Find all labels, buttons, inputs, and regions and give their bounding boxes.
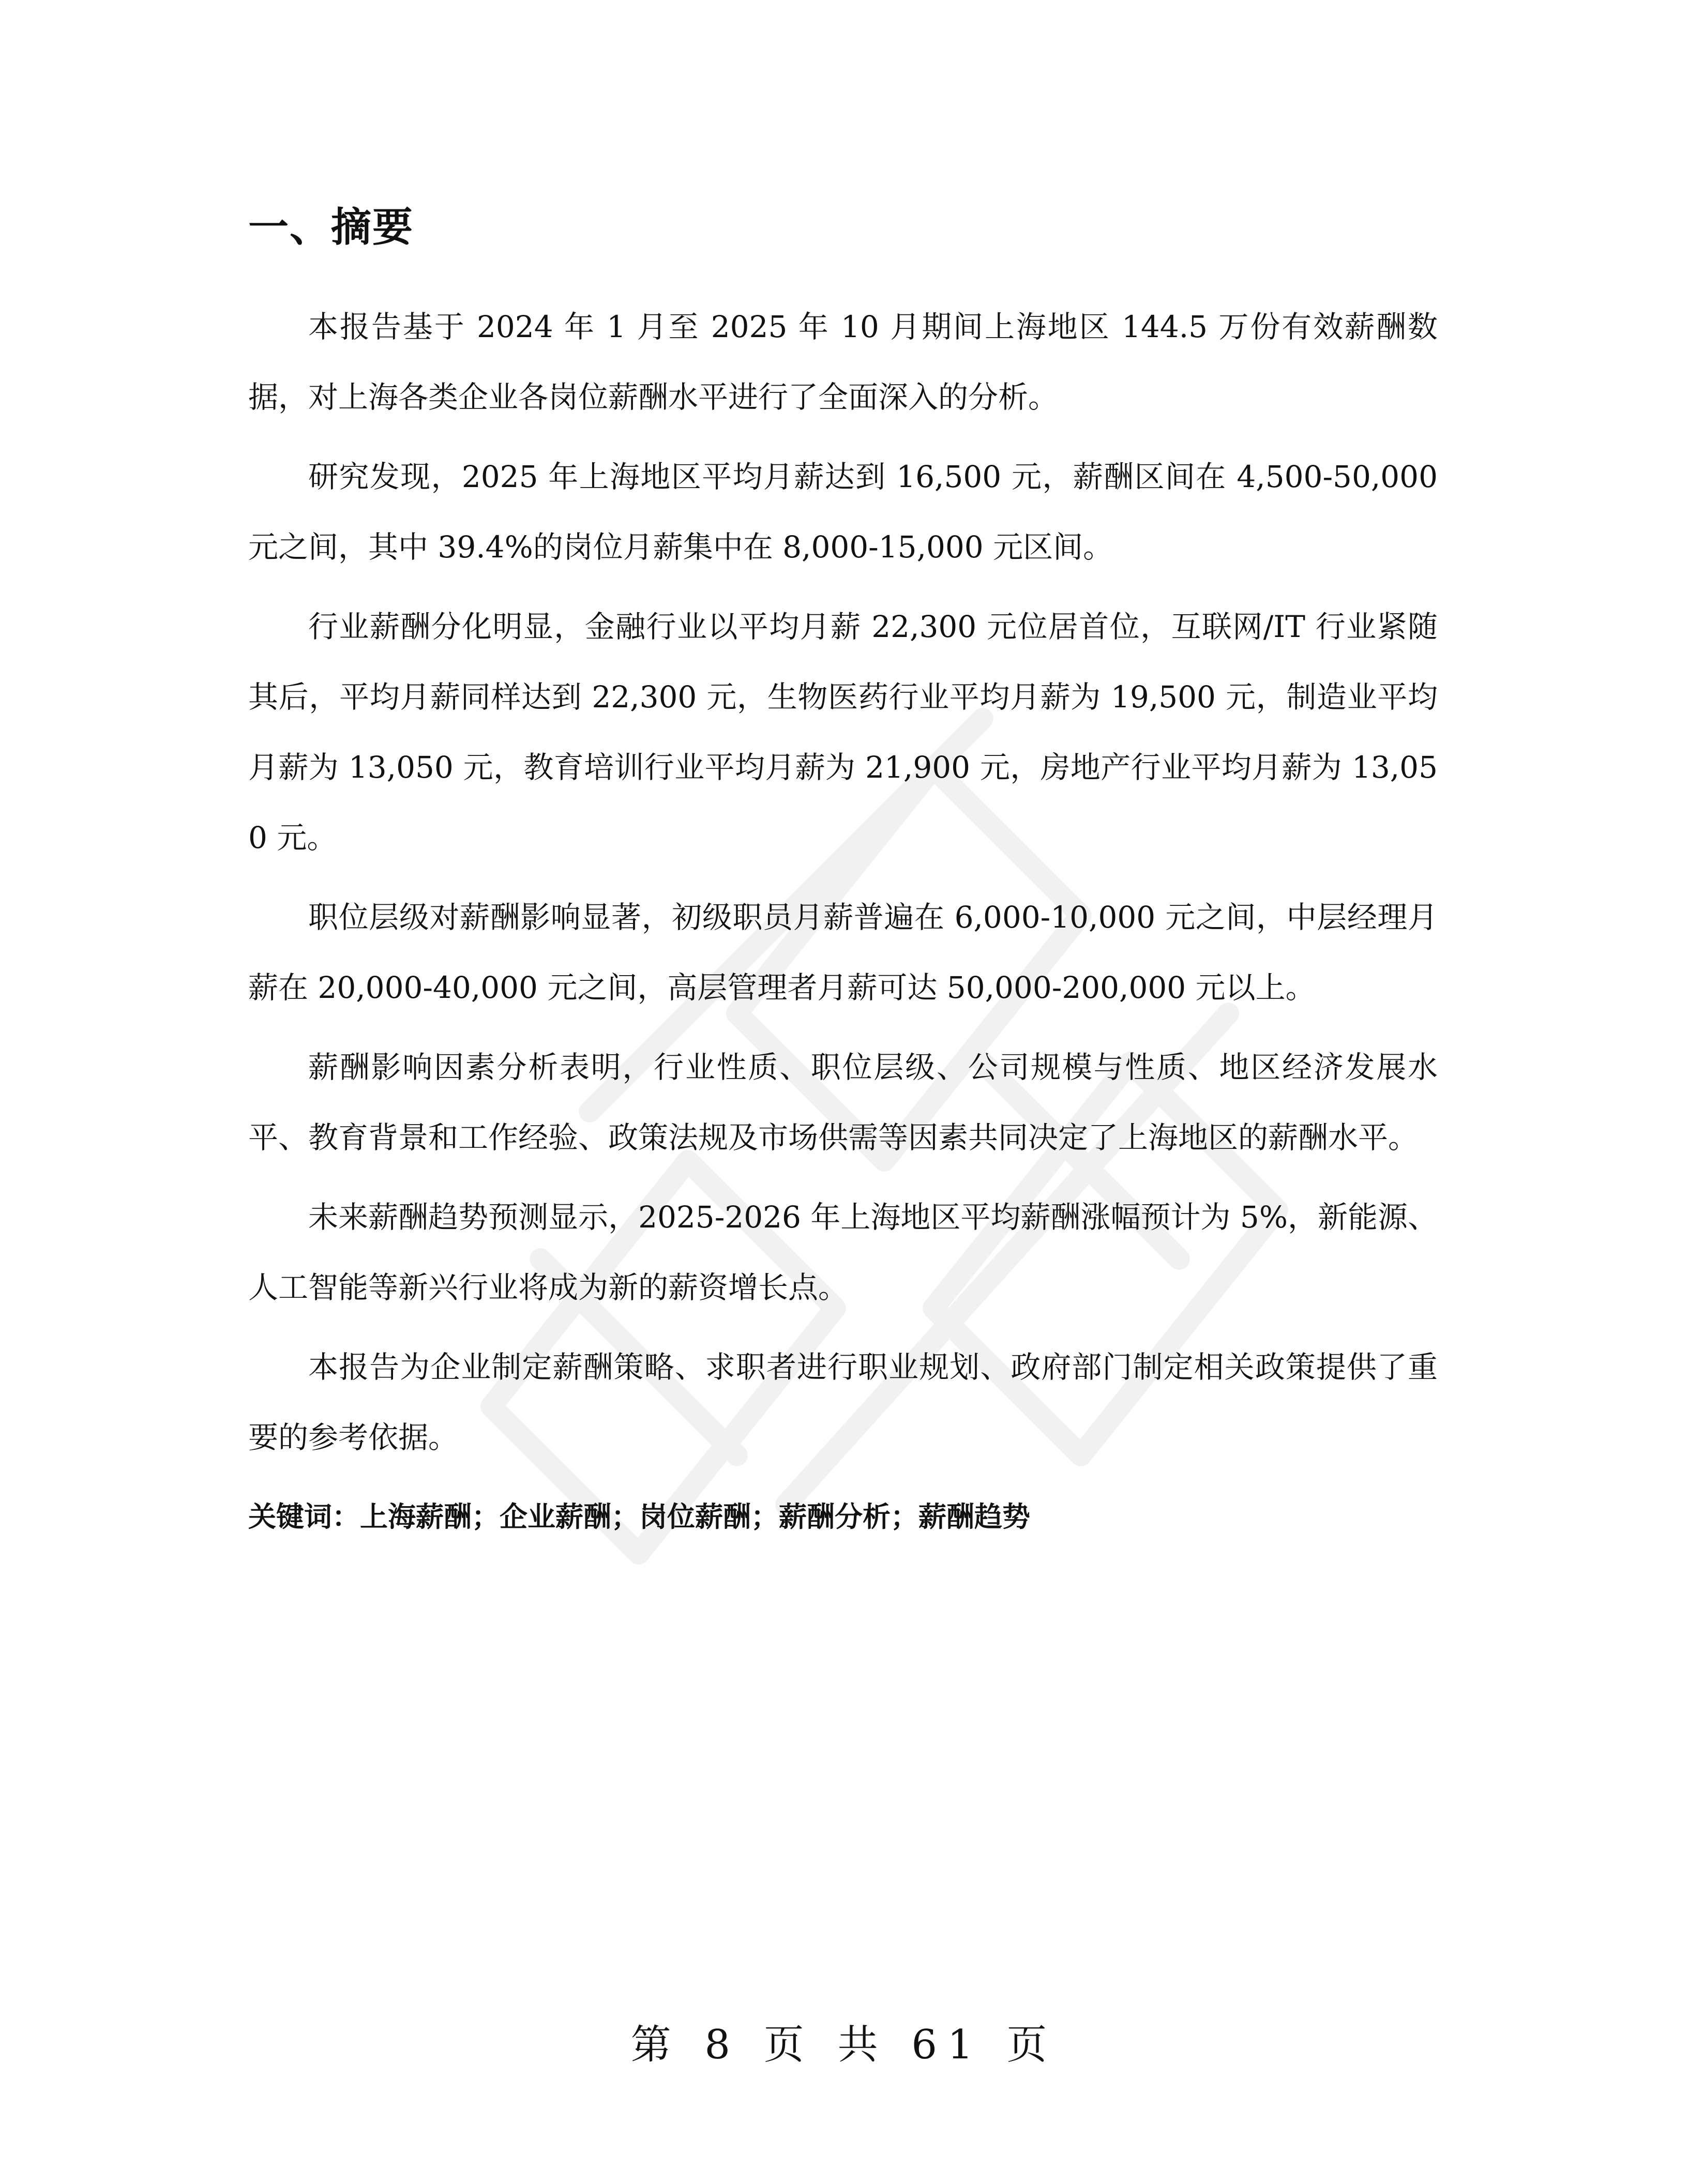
- section-heading: 一、摘要: [248, 204, 414, 251]
- page-number-footer: 第 8 页 共 61 页: [630, 2022, 1058, 2068]
- paragraph-industry: 行业薪酬分化明显，金融行业以平均月薪 22,300 元位居首位，互联网/IT 行业紧随其后，平均月薪同样达到 22,300 元，生物医药行业平均月薪为 19,500 元，制造业平均月薪为 13,050 元，教育培训行业平均月薪为 21,900 元，房地产行业平均月薪为 13,050 元。: [248, 609, 1438, 855]
- paragraph-findings: 研究发现，2025 年上海地区平均月薪达到 16,500 元，薪酬区间在 4,500-50,000 元之间，其中 39.4%的岗位月薪集中在 8,000-15,000 元区间。: [248, 459, 1438, 565]
- keywords-line: 关键词：上海薪酬；企业薪酬；岗位薪酬；薪酬分析；薪酬趋势: [248, 1500, 1030, 1533]
- main-content: [248, 196, 1438, 1548]
- paragraph-factors: 薪酬影响因素分析表明，行业性质、职位层级、公司规模与性质、地区经济发展水平、教育背景和工作经验、政策法规及市场供需等因素共同决定了上海地区的薪酬水平。: [248, 1050, 1438, 1155]
- paragraph-significance: 本报告为企业制定薪酬策略、求职者进行职业规划、政府部门制定相关政策提供了重要的参考依据。: [248, 1349, 1438, 1455]
- paragraph-overview: 本报告基于 2024 年 1 月至 2025 年 10 月期间上海地区 144.5 万份有效薪酬数据，对上海各类企业各岗位薪酬水平进行了全面深入的分析。: [248, 309, 1438, 415]
- paragraph-trend: 未来薪酬趋势预测显示，2025-2026 年上海地区平均薪酬涨幅预计为 5%，新能源、人工智能等新兴行业将成为新的薪资增长点。: [248, 1200, 1438, 1305]
- paragraph-position-level: 职位层级对薪酬影响显著，初级职员月薪普遍在 6,000-10,000 元之间，中层经理月薪在 20,000-40,000 元之间，高层管理者月薪可达 50,000-200,000 元以上。: [248, 900, 1438, 1005]
